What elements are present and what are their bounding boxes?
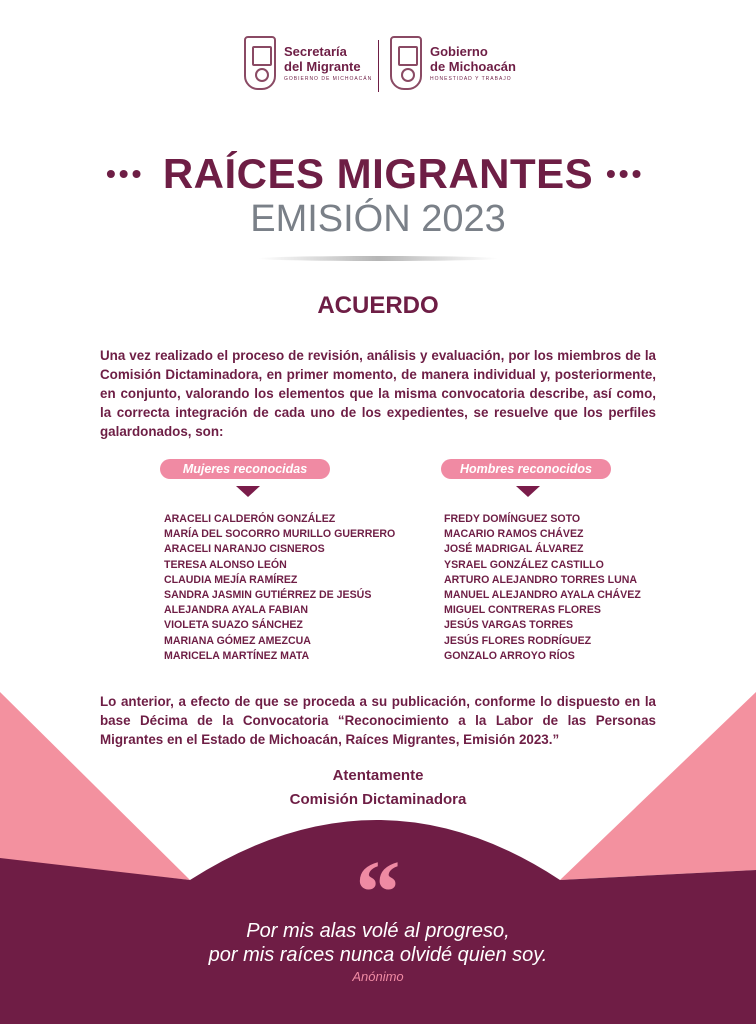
list-item: CLAUDIA MEJÍA RAMÍREZ: [164, 573, 298, 586]
closing-paragraph: Lo anterior, a efecto de que se proceda a su publicación, conforme lo dispuesto en la base Décima de la Convocatoria “Reconocimiento a la Labor de las Personas Migrantes en el Estado de Michoacán, Raíces Migrantes, Emisión 2023.”: [100, 694, 656, 747]
men-list: [444, 512, 641, 664]
list-item: VIOLETA SUAZO SÁNCHEZ: [164, 619, 303, 632]
women-list: [164, 512, 395, 664]
intro-paragraph: Una vez realizado el proceso de revisión, análisis y evaluación, por los miembros de la Comisión Dictaminadora, en primer momento, de manera individual y, posteriormente, en conjunto, valorando los elementos que la misma convocatoria describe, así como, la correcta integración de cada uno de los expedientes, se resuelve que los perfiles galardonados, son:: [100, 348, 656, 439]
list-item: MACARIO RAMOS CHÁVEZ: [444, 528, 584, 541]
list-item: JESÚS FLORES RODRÍGUEZ: [444, 634, 592, 647]
logo-gobierno-michoacan: [390, 36, 516, 90]
logo-left-sub: GOBIERNO DE MICHOACÁN: [284, 76, 373, 82]
page-subtitle: EMISIÓN 2023: [250, 198, 506, 240]
list-item: FREDY DOMÍNGUEZ SOTO: [444, 513, 581, 525]
men-arrow-icon: [516, 486, 540, 497]
logo-left-line1: Secretaría: [284, 44, 347, 59]
page-title: RAÍCES MIGRANTES: [162, 150, 594, 197]
women-arrow-icon: [236, 486, 260, 497]
women-label: Mujeres reconocidas: [160, 459, 330, 479]
section-title: ACUERDO: [317, 292, 439, 319]
list-item: TERESA ALONSO LEÓN: [164, 558, 287, 571]
signature-line2: Comisión Dictaminadora: [289, 791, 467, 808]
quote-author: Anónimo: [352, 969, 404, 984]
list-item: ARACELI NARANJO CISNEROS: [164, 543, 325, 556]
list-item: ARTURO ALEJANDRO TORRES LUNA: [444, 573, 638, 586]
logo-divider: [378, 40, 379, 92]
title-dots-left: •••: [106, 158, 145, 189]
logo-left-line2: del Migrante: [284, 59, 361, 74]
logo-right-line2: de Michoacán: [430, 59, 516, 74]
list-item: JOSÉ MADRIGAL ÁLVAREZ: [444, 543, 584, 556]
list-item: JESÚS VARGAS TORRES: [444, 619, 574, 632]
list-item: MANUEL ALEJANDRO AYALA CHÁVEZ: [444, 589, 641, 602]
title-underline: [258, 256, 498, 261]
list-item: MIGUEL CONTRERAS FLORES: [444, 604, 601, 617]
list-item: GONZALO ARROYO RÍOS: [444, 649, 575, 662]
quote-line1: Por mis alas volé al progreso,: [246, 920, 510, 942]
list-item: YSRAEL GONZÁLEZ CASTILLO: [444, 558, 604, 571]
list-item: MARÍA DEL SOCORRO MURILLO GUERRERO: [164, 528, 396, 541]
list-item: MARIANA GÓMEZ AMEZCUA: [164, 634, 311, 647]
quote-mark-icon: “: [355, 843, 401, 942]
list-item: MARICELA MARTÍNEZ MATA: [164, 649, 310, 662]
coat-of-arms-icon: [244, 36, 276, 90]
title-dots-right: •••: [606, 158, 645, 189]
men-label: Hombres reconocidos: [441, 459, 611, 479]
list-item: SANDRA JASMIN GUTIÉRREZ DE JESÚS: [164, 589, 372, 602]
coat-of-arms-icon: [390, 36, 422, 90]
logo-right-sub: HONESTIDAD Y TRABAJO: [430, 76, 512, 82]
quote-line2: por mis raíces nunca olvidé quien soy.: [208, 944, 548, 966]
signature-line1: Atentamente: [332, 767, 424, 784]
logo-right-line1: Gobierno: [430, 44, 488, 59]
logo-secretaria-migrante: [244, 36, 372, 90]
list-item: ALEJANDRA AYALA FABIAN: [164, 604, 309, 617]
list-item: ARACELI CALDERÓN GONZÁLEZ: [164, 513, 336, 525]
